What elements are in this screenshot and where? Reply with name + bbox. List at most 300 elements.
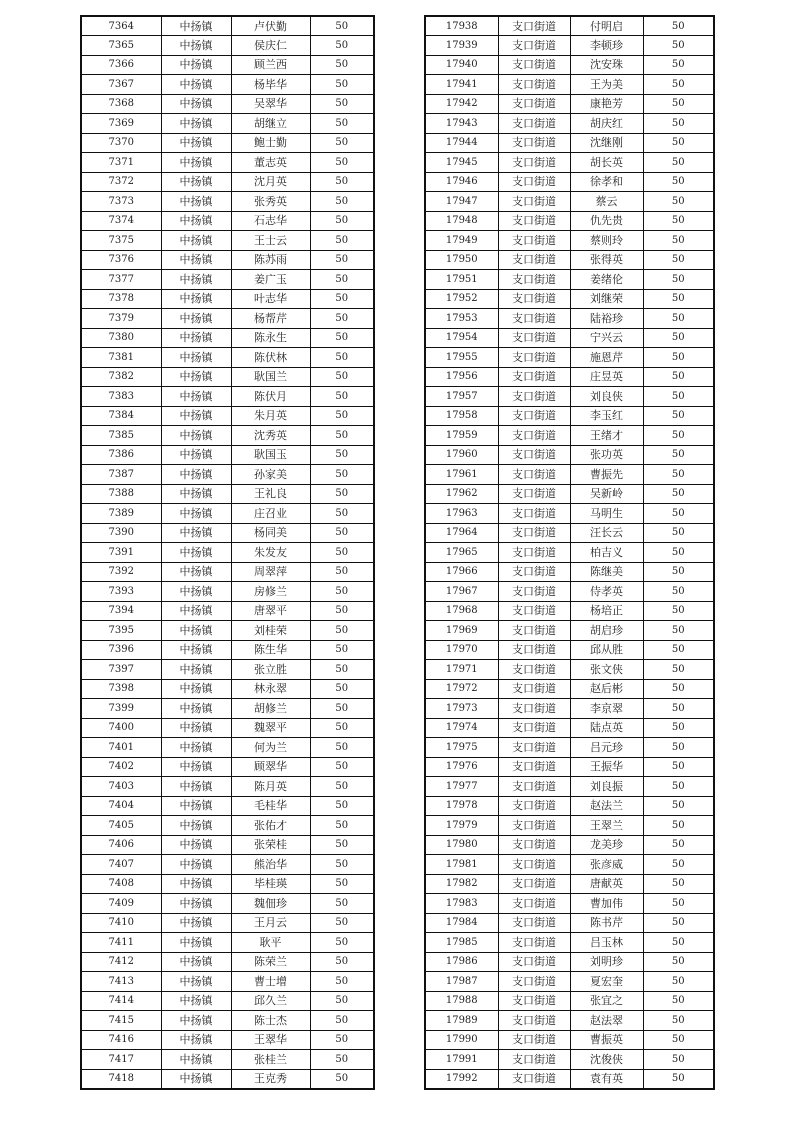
cell-district: 中扬镇 bbox=[161, 211, 231, 231]
cell-amount: 50 bbox=[643, 426, 714, 446]
table-row bbox=[81, 114, 374, 134]
cell-district: 支口街道 bbox=[498, 270, 570, 290]
cell-amount: 50 bbox=[310, 504, 374, 524]
cell-district: 支口街道 bbox=[498, 718, 570, 738]
table-row bbox=[425, 660, 714, 680]
cell-district: 支口街道 bbox=[498, 991, 570, 1011]
cell-number: 7416 bbox=[81, 1030, 161, 1050]
cell-amount: 50 bbox=[310, 738, 374, 758]
cell-number: 7387 bbox=[81, 465, 161, 485]
cell-district: 中扬镇 bbox=[161, 289, 231, 309]
cell-name: 袁有英 bbox=[570, 1069, 643, 1089]
cell-amount: 50 bbox=[643, 738, 714, 758]
cell-amount: 50 bbox=[643, 114, 714, 134]
cell-amount: 50 bbox=[643, 309, 714, 329]
cell-amount: 50 bbox=[643, 172, 714, 192]
cell-amount: 50 bbox=[643, 621, 714, 641]
table-row bbox=[81, 309, 374, 329]
cell-district: 支口街道 bbox=[498, 211, 570, 231]
table-row bbox=[425, 387, 714, 407]
table-row bbox=[425, 133, 714, 153]
cell-amount: 50 bbox=[310, 94, 374, 114]
cell-district: 支口街道 bbox=[498, 835, 570, 855]
table-row bbox=[425, 94, 714, 114]
cell-name: 赵法翠 bbox=[570, 1011, 643, 1031]
cell-number: 17953 bbox=[425, 309, 498, 329]
table-row bbox=[425, 1011, 714, 1031]
cell-district: 中扬镇 bbox=[161, 621, 231, 641]
cell-number: 17992 bbox=[425, 1069, 498, 1089]
cell-district: 中扬镇 bbox=[161, 1050, 231, 1070]
cell-name: 柏吉义 bbox=[570, 543, 643, 563]
cell-district: 中扬镇 bbox=[161, 738, 231, 758]
cell-amount: 50 bbox=[310, 75, 374, 95]
cell-name: 耿国兰 bbox=[231, 367, 310, 387]
cell-number: 7411 bbox=[81, 933, 161, 953]
table-row bbox=[425, 270, 714, 290]
cell-name: 胡继立 bbox=[231, 114, 310, 134]
cell-district: 中扬镇 bbox=[161, 991, 231, 1011]
cell-name: 胡庆红 bbox=[570, 114, 643, 134]
cell-amount: 50 bbox=[310, 1030, 374, 1050]
cell-amount: 50 bbox=[310, 211, 374, 231]
cell-number: 7381 bbox=[81, 348, 161, 368]
table-row bbox=[81, 757, 374, 777]
cell-amount: 50 bbox=[310, 367, 374, 387]
table-row bbox=[81, 913, 374, 933]
cell-amount: 50 bbox=[643, 1050, 714, 1070]
cell-number: 7383 bbox=[81, 387, 161, 407]
table-row bbox=[425, 153, 714, 173]
cell-amount: 50 bbox=[310, 718, 374, 738]
cell-number: 7397 bbox=[81, 660, 161, 680]
cell-amount: 50 bbox=[643, 952, 714, 972]
cell-amount: 50 bbox=[643, 718, 714, 738]
cell-number: 17958 bbox=[425, 406, 498, 426]
cell-number: 7365 bbox=[81, 36, 161, 56]
cell-number: 17965 bbox=[425, 543, 498, 563]
cell-name: 耿平 bbox=[231, 933, 310, 953]
table-row bbox=[425, 1069, 714, 1089]
cell-amount: 50 bbox=[643, 133, 714, 153]
cell-number: 7370 bbox=[81, 133, 161, 153]
cell-district: 支口街道 bbox=[498, 133, 570, 153]
cell-amount: 50 bbox=[310, 231, 374, 251]
cell-name: 陈伏林 bbox=[231, 348, 310, 368]
cell-name: 陆点英 bbox=[570, 718, 643, 738]
table-row bbox=[81, 504, 374, 524]
cell-name: 曹振先 bbox=[570, 465, 643, 485]
table-row bbox=[425, 406, 714, 426]
cell-amount: 50 bbox=[310, 562, 374, 582]
cell-name: 姜广玉 bbox=[231, 270, 310, 290]
cell-district: 中扬镇 bbox=[161, 640, 231, 660]
cell-amount: 50 bbox=[310, 972, 374, 992]
table-row bbox=[425, 562, 714, 582]
cell-name: 陈书芹 bbox=[570, 913, 643, 933]
table-row bbox=[425, 367, 714, 387]
cell-number: 7400 bbox=[81, 718, 161, 738]
table-row bbox=[425, 952, 714, 972]
cell-amount: 50 bbox=[643, 289, 714, 309]
cell-name: 房修兰 bbox=[231, 582, 310, 602]
cell-number: 7372 bbox=[81, 172, 161, 192]
cell-number: 7388 bbox=[81, 484, 161, 504]
table-row bbox=[81, 367, 374, 387]
cell-name: 陈苏雨 bbox=[231, 250, 310, 270]
cell-amount: 50 bbox=[643, 270, 714, 290]
cell-district: 支口街道 bbox=[498, 1011, 570, 1031]
cell-name: 张桂兰 bbox=[231, 1050, 310, 1070]
cell-district: 支口街道 bbox=[498, 894, 570, 914]
cell-name: 卢伏勤 bbox=[231, 16, 310, 36]
cell-district: 中扬镇 bbox=[161, 933, 231, 953]
table-row bbox=[81, 153, 374, 173]
cell-amount: 50 bbox=[643, 913, 714, 933]
cell-district: 中扬镇 bbox=[161, 816, 231, 836]
cell-amount: 50 bbox=[310, 387, 374, 407]
table-row bbox=[425, 504, 714, 524]
cell-name: 沈秀英 bbox=[231, 426, 310, 446]
table-row bbox=[425, 250, 714, 270]
cell-number: 17982 bbox=[425, 874, 498, 894]
table-row bbox=[425, 75, 714, 95]
cell-number: 17983 bbox=[425, 894, 498, 914]
cell-name: 吕玉林 bbox=[570, 933, 643, 953]
cell-amount: 50 bbox=[310, 913, 374, 933]
cell-district: 中扬镇 bbox=[161, 1069, 231, 1089]
table-row bbox=[425, 114, 714, 134]
cell-number: 7382 bbox=[81, 367, 161, 387]
cell-amount: 50 bbox=[643, 1069, 714, 1089]
cell-name: 张得英 bbox=[570, 250, 643, 270]
table-row bbox=[81, 328, 374, 348]
cell-district: 支口街道 bbox=[498, 114, 570, 134]
cell-name: 王月云 bbox=[231, 913, 310, 933]
cell-amount: 50 bbox=[643, 816, 714, 836]
cell-district: 中扬镇 bbox=[161, 328, 231, 348]
cell-district: 支口街道 bbox=[498, 231, 570, 251]
cell-name: 杨毕华 bbox=[231, 75, 310, 95]
cell-number: 7376 bbox=[81, 250, 161, 270]
cell-name: 龙美珍 bbox=[570, 835, 643, 855]
cell-amount: 50 bbox=[310, 874, 374, 894]
cell-amount: 50 bbox=[643, 406, 714, 426]
cell-number: 7415 bbox=[81, 1011, 161, 1031]
cell-number: 17974 bbox=[425, 718, 498, 738]
cell-amount: 50 bbox=[643, 484, 714, 504]
cell-district: 支口街道 bbox=[498, 75, 570, 95]
cell-number: 7384 bbox=[81, 406, 161, 426]
table-row bbox=[81, 640, 374, 660]
cell-number: 7389 bbox=[81, 504, 161, 524]
cell-number: 7386 bbox=[81, 445, 161, 465]
cell-name: 熊治华 bbox=[231, 855, 310, 875]
cell-amount: 50 bbox=[643, 894, 714, 914]
cell-district: 支口街道 bbox=[498, 55, 570, 75]
cell-district: 支口街道 bbox=[498, 445, 570, 465]
cell-number: 7396 bbox=[81, 640, 161, 660]
table-row bbox=[81, 562, 374, 582]
cell-name: 鲍士勤 bbox=[231, 133, 310, 153]
cell-name: 毕桂瑛 bbox=[231, 874, 310, 894]
cell-number: 7368 bbox=[81, 94, 161, 114]
cell-amount: 50 bbox=[643, 387, 714, 407]
cell-number: 17938 bbox=[425, 16, 498, 36]
cell-amount: 50 bbox=[310, 114, 374, 134]
table-row bbox=[81, 211, 374, 231]
table-row bbox=[81, 94, 374, 114]
cell-amount: 50 bbox=[310, 55, 374, 75]
table-row bbox=[81, 816, 374, 836]
cell-amount: 50 bbox=[310, 816, 374, 836]
cell-name: 张功英 bbox=[570, 445, 643, 465]
cell-district: 支口街道 bbox=[498, 1050, 570, 1070]
cell-amount: 50 bbox=[643, 36, 714, 56]
cell-amount: 50 bbox=[310, 757, 374, 777]
cell-district: 支口街道 bbox=[498, 1069, 570, 1089]
cell-name: 唐献英 bbox=[570, 874, 643, 894]
cell-name: 王克秀 bbox=[231, 1069, 310, 1089]
cell-name: 王振华 bbox=[570, 757, 643, 777]
cell-number: 17943 bbox=[425, 114, 498, 134]
cell-name: 赵法兰 bbox=[570, 796, 643, 816]
cell-number: 7412 bbox=[81, 952, 161, 972]
cell-name: 陈荣兰 bbox=[231, 952, 310, 972]
cell-district: 中扬镇 bbox=[161, 543, 231, 563]
cell-district: 中扬镇 bbox=[161, 874, 231, 894]
cell-number: 7414 bbox=[81, 991, 161, 1011]
table-row bbox=[425, 231, 714, 251]
cell-district: 中扬镇 bbox=[161, 94, 231, 114]
cell-name: 宁兴云 bbox=[570, 328, 643, 348]
table-row bbox=[425, 874, 714, 894]
cell-number: 7385 bbox=[81, 426, 161, 446]
cell-amount: 50 bbox=[310, 601, 374, 621]
cell-number: 17951 bbox=[425, 270, 498, 290]
cell-district: 支口街道 bbox=[498, 36, 570, 56]
cell-number: 7418 bbox=[81, 1069, 161, 1089]
cell-district: 中扬镇 bbox=[161, 1030, 231, 1050]
table-row bbox=[81, 75, 374, 95]
cell-name: 董志英 bbox=[231, 153, 310, 173]
cell-name: 汪长云 bbox=[570, 523, 643, 543]
cell-amount: 50 bbox=[310, 1050, 374, 1070]
cell-number: 7407 bbox=[81, 855, 161, 875]
cell-name: 张彦威 bbox=[570, 855, 643, 875]
cell-district: 支口街道 bbox=[498, 679, 570, 699]
cell-district: 中扬镇 bbox=[161, 601, 231, 621]
cell-number: 17975 bbox=[425, 738, 498, 758]
cell-number: 7377 bbox=[81, 270, 161, 290]
cell-number: 17945 bbox=[425, 153, 498, 173]
cell-number: 17964 bbox=[425, 523, 498, 543]
cell-amount: 50 bbox=[643, 582, 714, 602]
table-row bbox=[425, 816, 714, 836]
table-row bbox=[425, 601, 714, 621]
cell-number: 17990 bbox=[425, 1030, 498, 1050]
cell-number: 17946 bbox=[425, 172, 498, 192]
cell-name: 庄召业 bbox=[231, 504, 310, 524]
cell-district: 中扬镇 bbox=[161, 75, 231, 95]
table-row bbox=[425, 835, 714, 855]
cell-name: 王绪才 bbox=[570, 426, 643, 446]
table-row bbox=[81, 1069, 374, 1089]
cell-name: 付明启 bbox=[570, 16, 643, 36]
cell-number: 17991 bbox=[425, 1050, 498, 1070]
cell-number: 7369 bbox=[81, 114, 161, 134]
cell-number: 7366 bbox=[81, 55, 161, 75]
cell-number: 17949 bbox=[425, 231, 498, 251]
cell-number: 17970 bbox=[425, 640, 498, 660]
cell-district: 支口街道 bbox=[498, 172, 570, 192]
table-row bbox=[425, 738, 714, 758]
cell-number: 17961 bbox=[425, 465, 498, 485]
table-row bbox=[81, 933, 374, 953]
table-row bbox=[81, 1011, 374, 1031]
table-row bbox=[81, 387, 374, 407]
table-row bbox=[425, 855, 714, 875]
table-row bbox=[81, 289, 374, 309]
cell-district: 支口街道 bbox=[498, 16, 570, 36]
cell-name: 王翠华 bbox=[231, 1030, 310, 1050]
table-row bbox=[425, 894, 714, 914]
cell-district: 支口街道 bbox=[498, 972, 570, 992]
cell-amount: 50 bbox=[310, 640, 374, 660]
cell-name: 曹加伟 bbox=[570, 894, 643, 914]
cell-amount: 50 bbox=[310, 621, 374, 641]
cell-number: 7375 bbox=[81, 231, 161, 251]
table-row bbox=[425, 757, 714, 777]
cell-number: 7367 bbox=[81, 75, 161, 95]
cell-name: 陈士杰 bbox=[231, 1011, 310, 1031]
cell-district: 支口街道 bbox=[498, 94, 570, 114]
cell-name: 陈生华 bbox=[231, 640, 310, 660]
cell-name: 蔡则玲 bbox=[570, 231, 643, 251]
cell-district: 支口街道 bbox=[498, 777, 570, 797]
cell-name: 施恩芹 bbox=[570, 348, 643, 368]
cell-name: 陈继美 bbox=[570, 562, 643, 582]
cell-name: 邱久兰 bbox=[231, 991, 310, 1011]
table-row bbox=[81, 484, 374, 504]
cell-amount: 50 bbox=[643, 972, 714, 992]
cell-amount: 50 bbox=[643, 796, 714, 816]
cell-amount: 50 bbox=[310, 406, 374, 426]
table-row bbox=[81, 660, 374, 680]
cell-amount: 50 bbox=[643, 211, 714, 231]
cell-name: 张文侠 bbox=[570, 660, 643, 680]
cell-name: 胡启珍 bbox=[570, 621, 643, 641]
cell-district: 支口街道 bbox=[498, 153, 570, 173]
cell-amount: 50 bbox=[310, 192, 374, 212]
table-row bbox=[425, 640, 714, 660]
cell-number: 17941 bbox=[425, 75, 498, 95]
cell-number: 17954 bbox=[425, 328, 498, 348]
table-row bbox=[425, 16, 714, 36]
cell-number: 7406 bbox=[81, 835, 161, 855]
cell-amount: 50 bbox=[643, 562, 714, 582]
cell-district: 中扬镇 bbox=[161, 153, 231, 173]
cell-name: 王翠兰 bbox=[570, 816, 643, 836]
table-row bbox=[81, 777, 374, 797]
cell-number: 17971 bbox=[425, 660, 498, 680]
cell-number: 17940 bbox=[425, 55, 498, 75]
cell-amount: 50 bbox=[310, 660, 374, 680]
cell-name: 朱发友 bbox=[231, 543, 310, 563]
cell-amount: 50 bbox=[310, 484, 374, 504]
table-row bbox=[425, 777, 714, 797]
table-row bbox=[425, 796, 714, 816]
cell-number: 7391 bbox=[81, 543, 161, 563]
cell-number: 17948 bbox=[425, 211, 498, 231]
cell-name: 吴翠华 bbox=[231, 94, 310, 114]
cell-amount: 50 bbox=[310, 679, 374, 699]
cell-name: 沈月英 bbox=[231, 172, 310, 192]
cell-amount: 50 bbox=[310, 952, 374, 972]
cell-name: 侯庆仁 bbox=[231, 36, 310, 56]
cell-name: 王礼良 bbox=[231, 484, 310, 504]
cell-district: 中扬镇 bbox=[161, 757, 231, 777]
table-row bbox=[81, 465, 374, 485]
cell-district: 支口街道 bbox=[498, 855, 570, 875]
table-row bbox=[81, 406, 374, 426]
right-table bbox=[424, 15, 715, 1090]
table-row bbox=[425, 543, 714, 563]
cell-amount: 50 bbox=[643, 601, 714, 621]
cell-district: 支口街道 bbox=[498, 328, 570, 348]
cell-district: 中扬镇 bbox=[161, 718, 231, 738]
cell-number: 17969 bbox=[425, 621, 498, 641]
cell-amount: 50 bbox=[643, 231, 714, 251]
cell-district: 中扬镇 bbox=[161, 913, 231, 933]
cell-district: 支口街道 bbox=[498, 1030, 570, 1050]
cell-number: 17979 bbox=[425, 816, 498, 836]
cell-amount: 50 bbox=[643, 523, 714, 543]
cell-name: 李京翠 bbox=[570, 699, 643, 719]
cell-amount: 50 bbox=[643, 757, 714, 777]
table-row bbox=[81, 192, 374, 212]
table-row bbox=[81, 523, 374, 543]
cell-district: 支口街道 bbox=[498, 582, 570, 602]
cell-amount: 50 bbox=[310, 582, 374, 602]
cell-name: 王士云 bbox=[231, 231, 310, 251]
table-row bbox=[81, 952, 374, 972]
cell-district: 中扬镇 bbox=[161, 348, 231, 368]
cell-district: 中扬镇 bbox=[161, 231, 231, 251]
cell-district: 中扬镇 bbox=[161, 36, 231, 56]
table-row bbox=[81, 621, 374, 641]
table-row bbox=[81, 835, 374, 855]
cell-number: 7390 bbox=[81, 523, 161, 543]
cell-amount: 50 bbox=[310, 36, 374, 56]
cell-name: 陈伏月 bbox=[231, 387, 310, 407]
cell-district: 支口街道 bbox=[498, 816, 570, 836]
cell-number: 7371 bbox=[81, 153, 161, 173]
cell-district: 支口街道 bbox=[498, 504, 570, 524]
cell-district: 中扬镇 bbox=[161, 952, 231, 972]
cell-amount: 50 bbox=[643, 1030, 714, 1050]
table-row bbox=[81, 874, 374, 894]
cell-number: 17973 bbox=[425, 699, 498, 719]
table-row bbox=[81, 133, 374, 153]
cell-district: 中扬镇 bbox=[161, 484, 231, 504]
table-row bbox=[81, 36, 374, 56]
table-row bbox=[425, 582, 714, 602]
cell-number: 7379 bbox=[81, 309, 161, 329]
cell-district: 中扬镇 bbox=[161, 367, 231, 387]
cell-name: 陈永生 bbox=[231, 328, 310, 348]
cell-amount: 50 bbox=[643, 640, 714, 660]
